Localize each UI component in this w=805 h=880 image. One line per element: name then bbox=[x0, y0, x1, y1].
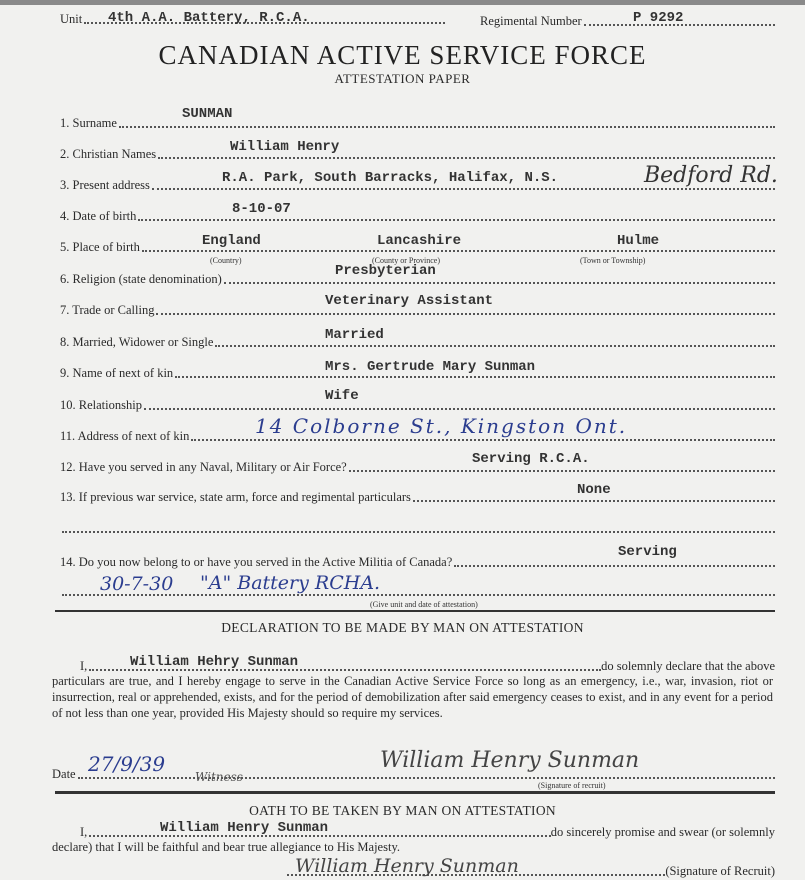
relationship-label: 10. Relationship bbox=[60, 398, 142, 412]
dotted-line bbox=[78, 777, 775, 779]
oath-name: William Henry Sunman bbox=[160, 820, 329, 836]
declaration-text: particulars are true, and I hereby engage to serve in the Canadian Active Service Force so long as an emergency, i.e., war, invasion, riot or insurrection, real or apprehended, exists, and for the period of demobilization after said emergency ceases to exist, and in any event for a period of not less than one year, provided His Majesty should so require my services. bbox=[52, 674, 773, 720]
oath-signature: William Henry Sunman bbox=[295, 855, 519, 877]
christian-names-label: 2. Christian Names bbox=[60, 147, 157, 161]
declaration-date: 27/9/39 bbox=[88, 752, 166, 776]
date-label: Date bbox=[52, 767, 76, 781]
dotted-line bbox=[119, 126, 775, 128]
regimental-value: P 9292 bbox=[633, 10, 684, 26]
county-caption: (County or Province) bbox=[372, 256, 440, 265]
trade-value: Veterinary Assistant bbox=[325, 293, 494, 309]
oath-signature-caption: (Signature of Recruit) bbox=[665, 864, 775, 878]
dotted-line bbox=[413, 500, 775, 502]
regimental-row bbox=[480, 10, 775, 30]
served-label: 12. Have you served in any Naval, Military or Air Force? bbox=[60, 460, 347, 474]
dotted-line bbox=[156, 313, 775, 315]
religion-label: 6. Religion (state denomination) bbox=[60, 272, 222, 286]
oath-after-name: do sincerely promise and swear (or solemnly bbox=[550, 825, 775, 839]
dotted-line bbox=[215, 345, 775, 347]
previous-service-value: None bbox=[577, 482, 611, 498]
marital-value: Married bbox=[325, 327, 384, 343]
kin-address-label: 11. Address of next of kin bbox=[60, 429, 190, 443]
declaration-i: I, bbox=[80, 659, 88, 673]
unit-label: Unit bbox=[60, 12, 83, 26]
dob-label: 4. Date of birth bbox=[60, 209, 137, 223]
page-subtitle: ATTESTATION PAPER bbox=[334, 71, 471, 86]
oath-heading: OATH TO BE TAKEN BY MAN ON ATTESTATION bbox=[249, 803, 556, 818]
pob-label: 5. Place of birth bbox=[60, 240, 140, 254]
witness-signature: Witness bbox=[195, 770, 243, 784]
country-caption: (Country) bbox=[210, 256, 242, 265]
oath-i: I, bbox=[80, 825, 88, 839]
militia-unit: "A" Battery RCHA. bbox=[200, 572, 381, 594]
militia-value: Serving bbox=[618, 544, 677, 560]
christian-names-value: William Henry bbox=[230, 139, 340, 155]
pob-town: Hulme bbox=[617, 233, 660, 249]
militia-caption: (Give unit and date of attestation) bbox=[370, 600, 478, 609]
address-value: R.A. Park, South Barracks, Halifax, N.S. bbox=[222, 170, 559, 186]
served-value: Serving R.C.A. bbox=[472, 451, 590, 467]
marital-label: 8. Married, Widower or Single bbox=[60, 335, 214, 349]
dotted-line bbox=[144, 408, 775, 410]
dotted-line bbox=[158, 157, 775, 159]
pob-country: England bbox=[202, 233, 261, 249]
town-caption: (Town or Township) bbox=[580, 256, 646, 265]
declaration-heading: DECLARATION TO BE MADE BY MAN ON ATTESTATION bbox=[221, 620, 584, 635]
address-handwritten: Bedford Rd. bbox=[644, 163, 778, 188]
surname-label: 1. Surname bbox=[60, 116, 117, 130]
scan-edge bbox=[0, 0, 805, 5]
divider bbox=[55, 610, 775, 612]
trade-label: 7. Trade or Calling bbox=[60, 303, 155, 317]
pob-county: Lancashire bbox=[377, 233, 462, 249]
relationship-value: Wife bbox=[325, 388, 359, 404]
surname-value: SUNMAN bbox=[182, 106, 233, 122]
religion-value: Presbyterian bbox=[335, 263, 436, 279]
kin-address-value: 14 Colborne St., Kingston Ont. bbox=[255, 414, 628, 438]
dotted-line bbox=[349, 470, 775, 472]
dotted-line bbox=[62, 531, 775, 533]
dotted-line bbox=[152, 188, 775, 190]
next-of-kin-value: Mrs. Gertrude Mary Sunman bbox=[325, 359, 536, 375]
regimental-label: Regimental Number bbox=[480, 14, 582, 28]
militia-label: 14. Do you now belong to or have you served in the Active Militia of Canada? bbox=[60, 555, 453, 569]
dotted-line bbox=[191, 439, 775, 441]
next-of-kin-label: 9. Name of next of kin bbox=[60, 366, 174, 380]
previous-service-label: 13. If previous war service, state arm, force and regimental particulars bbox=[60, 490, 411, 504]
dotted-line bbox=[224, 282, 775, 284]
declaration-name: William Hehry Sunman bbox=[130, 654, 299, 670]
dotted-line bbox=[142, 250, 775, 252]
address-label: 3. Present address bbox=[60, 178, 150, 192]
dotted-line bbox=[454, 565, 775, 567]
militia-date: 30-7-30 bbox=[100, 573, 174, 595]
dotted-line bbox=[138, 219, 775, 221]
divider bbox=[55, 791, 775, 794]
signature-caption: (Signature of recruit) bbox=[538, 781, 606, 790]
dob-value: 8-10-07 bbox=[232, 201, 291, 217]
page-title: CANADIAN ACTIVE SERVICE FORCE bbox=[158, 40, 647, 70]
declaration-after-name: do solemnly declare that the above bbox=[601, 659, 775, 673]
oath-text: declare) that I will be faithful and bear true allegiance to His Majesty. bbox=[52, 840, 401, 854]
dotted-line bbox=[175, 376, 775, 378]
unit-value: 4th A.A. Battery, R.C.A. bbox=[108, 10, 310, 26]
recruit-signature: William Henry Sunman bbox=[380, 748, 640, 773]
